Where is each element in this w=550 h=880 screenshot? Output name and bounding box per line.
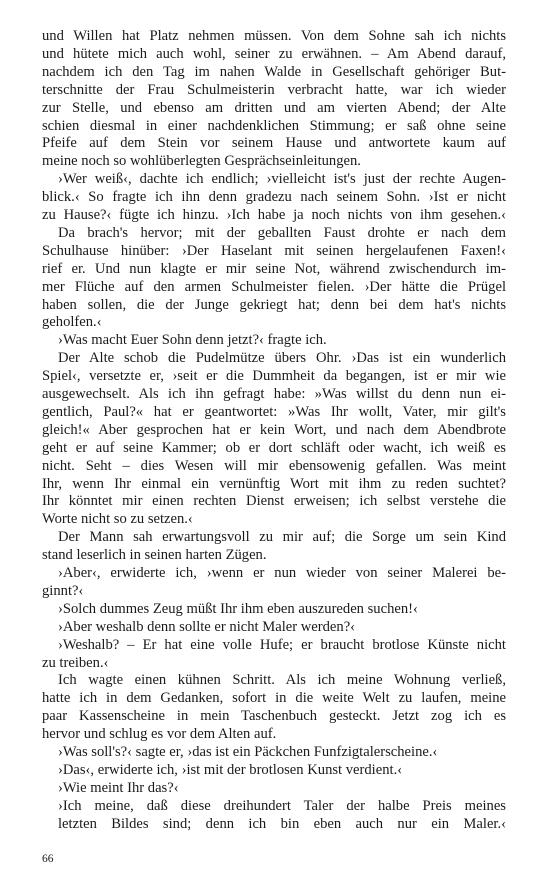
text-line: ›Wie meint Ihr das?‹ (58, 779, 179, 796)
text-line: nicht. Seht – dies Wesen will mir ebensowenig gefallen. Was meint (42, 457, 506, 474)
text-line: Spiel‹, versetzte er, ›seit er die Dummheit da begangen, ist er mir wie (42, 368, 506, 385)
text-line: und Willen hat Platz nehmen müssen. Von dem Sohne sah ich nichts (42, 28, 506, 44)
page-number: 66 (42, 853, 54, 865)
text-line: ›Was macht Euer Sohn denn jetzt?‹ fragte ich. (58, 332, 327, 349)
text-line: stand leserlich in seinen harten Zügen. (42, 547, 267, 564)
text-line: gleich!« Aber gesprochen hat er kein Wort, und nach dem Abendbrote (42, 421, 506, 438)
text-line: letzten Bildes sind; denn ich bin eben auch nur ein Maler.‹ (58, 815, 506, 832)
text-line: Der Mann sah erwartungsvoll zu mir auf; die Sorge um sein Kind (58, 529, 506, 546)
text-line: geht er auf seine Kammer; ob er dort schläft oder wacht, ich weiß es (42, 439, 506, 456)
text-line: ginnt?‹ (42, 582, 84, 599)
text-line: ›Aber weshalb denn sollte er nicht Maler werden?‹ (58, 618, 356, 635)
text-line: Ich wagte einen kühnen Schritt. Als ich meine Wohnung verließ, (58, 672, 506, 689)
text-line: Ihr, wenn Ihr einmal ein vernünftig Wort mit ihm zu reden suchtet? (42, 475, 506, 492)
text-line: geholfen.‹ (42, 314, 102, 331)
text-line: haben sollen, die der Junge gekriegt hat; denn bei dem hat's nichts (42, 296, 506, 313)
text-line: ›Das‹, erwiderte ich, ›ist mit der brotlosen Kunst verdient.‹ (58, 761, 403, 778)
text-line: rief er. Und nun klagte er mir seine Not, während zwischendurch im- (42, 260, 506, 277)
text-line: ›Was soll's?‹ sagte er, ›das ist ein Päckchen Funfzigtalerscheine.‹ (58, 744, 438, 760)
text-line: hatte ich in dem Gedanken, sofort in die weite Welt zu laufen, meine (42, 690, 506, 707)
text-line: paar Kassenscheine in mein Taschenbuch gesteckt. Jetzt zog ich es (42, 708, 506, 725)
text-line: und hütete mich auch wohl, seiner zu erwähnen. – Am Abend darauf, (42, 45, 506, 62)
text-line: zu treiben.‹ (42, 654, 109, 671)
text-line: meine noch so wohlüberlegten Gesprächseinleitungen. (42, 153, 361, 170)
text-line: Ihr könntet mir einen rechten Dienst erweisen; ich selbst verstehe die (42, 493, 506, 510)
text-line: ausgewechselt. Als ich ihn gefragt habe: »Was willst du denn nun ei- (42, 386, 506, 402)
text-line: Der Alte schob die Pudelmütze übers Ohr. ›Das ist ein wunderlich (58, 350, 506, 367)
text-line: Pfeife auf dem Stein vor seinem Hause und antwortete kaum auf (42, 135, 506, 152)
text-line: hervor und schlug es vor dem Alten auf. (42, 726, 277, 743)
text-line: schien diesmal in einer nachdenklichen Stimmung; er saß ohne seine (42, 117, 506, 134)
text-line: ›Wer weiß‹, dachte ich endlich; ›vielleicht ist's just der rechte Augen- (58, 171, 506, 188)
text-line: ›Aber‹, erwiderte ich, ›wenn er nun wieder von seiner Malerei be- (58, 565, 506, 581)
text-line: gentlich, Paul?« hat er geantwortet: »Was Ihr wollt, Vater, mir gilt's (42, 403, 506, 420)
text-line: Schulhause hinüber: ›Der Haselant mit seinen hergelaufenen Faxen!‹ (42, 242, 506, 259)
text-line: ›Ich meine, daß diese dreihundert Taler der halbe Preis meines (58, 797, 506, 814)
text-line: terschnitte der Frau Schulmeisterin verbracht hatte, war ich wieder (42, 81, 506, 98)
text-line: Worte nicht so zu setzen.‹ (42, 511, 193, 528)
text-line: zur Stelle, und ebenso am dritten und am vierten Abend; der Alte (42, 99, 506, 116)
text-line: blick.‹ So fragte ich ihn denn gradezu nach seinem Sohn. ›Ist er nicht (42, 189, 506, 206)
text-line: ›Weshalb? – Er hat eine volle Hufe; er braucht brotlose Künste nicht (58, 636, 506, 653)
text-line: nachdem ich den Tag im nahen Walde in Gesellschaft gehöriger But- (42, 63, 506, 80)
text-line: Da brach's hervor; mit der geballten Faust drohte er nach dem (58, 224, 506, 241)
text-line: ›Solch dummes Zeug müßt Ihr ihm eben auszureden suchen!‹ (58, 600, 418, 617)
text-line: zu Hause?‹ fügte ich hinzu. ›Ich habe ja noch nichts von ihm gesehen.‹ (42, 207, 506, 223)
text-line: mer Flüche auf den armen Schulmeister fielen. ›Der hätte die Prügel (42, 278, 506, 295)
